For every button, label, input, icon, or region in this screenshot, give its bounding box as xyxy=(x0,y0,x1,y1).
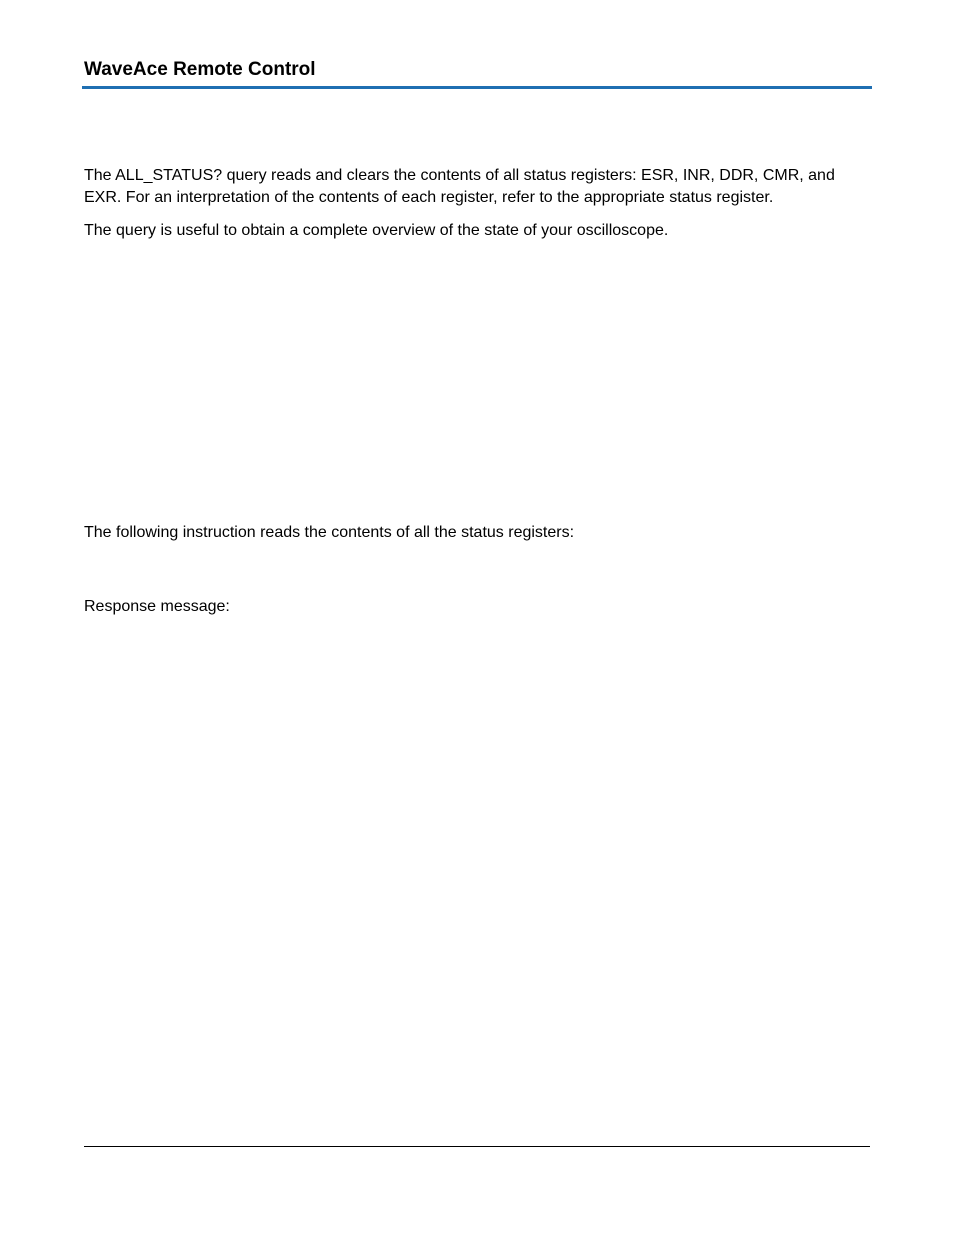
header-rule xyxy=(82,86,872,89)
paragraph-usage-note: The query is useful to obtain a complete overview of the state of your oscilloscope. xyxy=(84,222,669,239)
paragraph-example-intro: The following instruction reads the contents of all the status registers: xyxy=(84,524,575,541)
paragraph-response-label: Response message: xyxy=(84,598,230,615)
paragraph-description: The ALL_STATUS? query reads and clears the contents of all status registers: ESR, INR, DDR, CMR, and EXR. For an interpretation of the contents of each register, refer to the appropriate status register. xyxy=(84,167,835,206)
header-title: WaveAce Remote Control xyxy=(84,59,316,80)
footer-rule xyxy=(84,1146,870,1147)
